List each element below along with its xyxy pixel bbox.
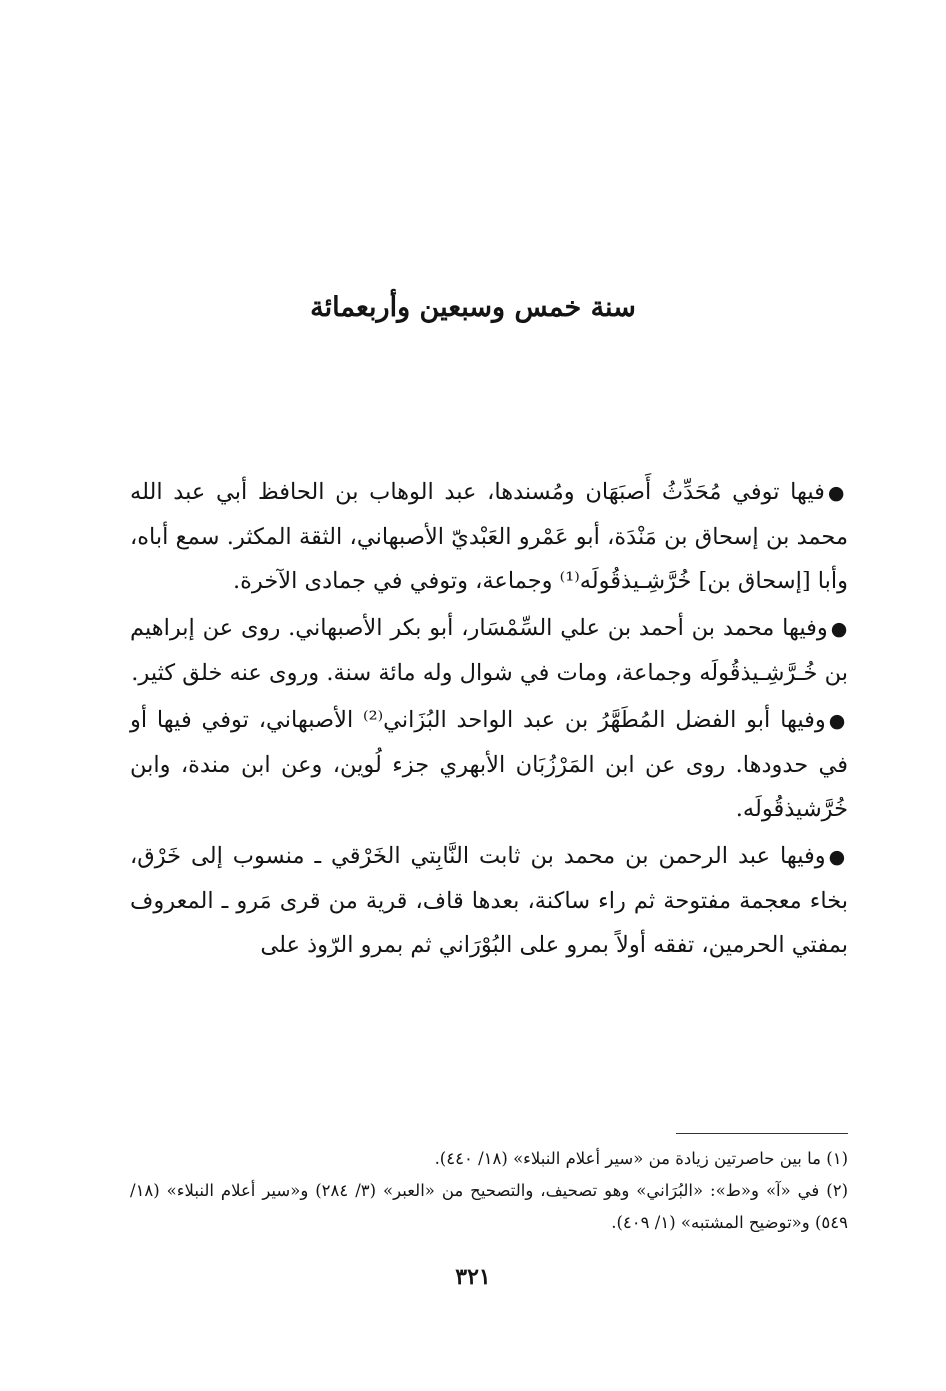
- page-number: ٣٢١: [455, 1264, 491, 1290]
- footnote: (١) ما بين حاصرتين زيادة من «سير أعلام النبلاء» (١٨/ ٤٤٠).: [434, 1149, 848, 1168]
- footnote-divider: [676, 1133, 848, 1134]
- entry-paragraph: [130, 834, 848, 967]
- footnote: (٢) في «آ» و«ط»: «البُرَاني» وهو تصحيف، والتصحيح من «العبر» (٣/ ٢٨٤) و«سير أعلام النبلاء» (١٨/ ٥٤٩) و«توضيح المشتبه» (١/ ٤٠٩).: [130, 1181, 848, 1232]
- entry-paragraph: [130, 698, 848, 831]
- entry-text: وفيها أبو الفضل المُطَهَّرُ بن عبد الواحد البُزَاني⁽²⁾ الأصبهاني، توفي فيها أو في حدودها. روى عن ابن المَرْزُبَان الأبهري جزء لُوين، وعن ابن مندة، وابن خُرَّشيذقُولَه.: [130, 707, 848, 822]
- bullet-icon: ●: [827, 482, 848, 504]
- entry-text: وفيها محمد بن أحمد بن علي السِّمْسَار، أبو بكر الأصبهاني. روى عن إبراهيم بن خُـرَّشِـيذقُولَه وجماعة، ومات في شوال وله مائة سنة. وروى عنه خلق كثير.: [130, 615, 848, 686]
- entry-text: فيها توفي مُحَدِّثُ أَصبَهَان ومُسندها، عبد الوهاب بن الحافظ أبي عبد الله محمد بن إسحاق بن مَنْدَة، أبو عَمْرو العَبْديّ الأصبهاني، الثقة المكثر. سمع أباه، وأبا [إسحاق بن] خُرَّشِـيذقُولَه⁽¹⁾ وجماعة، وتوفي في جمادى الآخرة.: [130, 479, 848, 594]
- body-text: [130, 470, 848, 970]
- entry-paragraph: [130, 606, 848, 695]
- chapter-title: سنة خمس وسبعين وأربعمائة: [310, 292, 636, 323]
- bullet-icon: ●: [830, 618, 848, 640]
- bullet-icon: ●: [828, 710, 848, 732]
- entry-text: وفيها عبد الرحمن بن محمد بن ثابت النَّابِتي الخَرْقي ـ منسوب إلى خَرْق، بخاء معجمة مفتوحة ثم راء ساكنة، بعدها قاف، قرية من قرى مَرو ـ المعروف بمفتي الحرمين، تفقه أولاً بمرو على البُوْرَاني ثم بمرو الرّوذ على: [130, 843, 848, 958]
- bullet-icon: ●: [828, 846, 848, 868]
- entry-paragraph: [130, 470, 848, 603]
- footnotes: [130, 1143, 848, 1239]
